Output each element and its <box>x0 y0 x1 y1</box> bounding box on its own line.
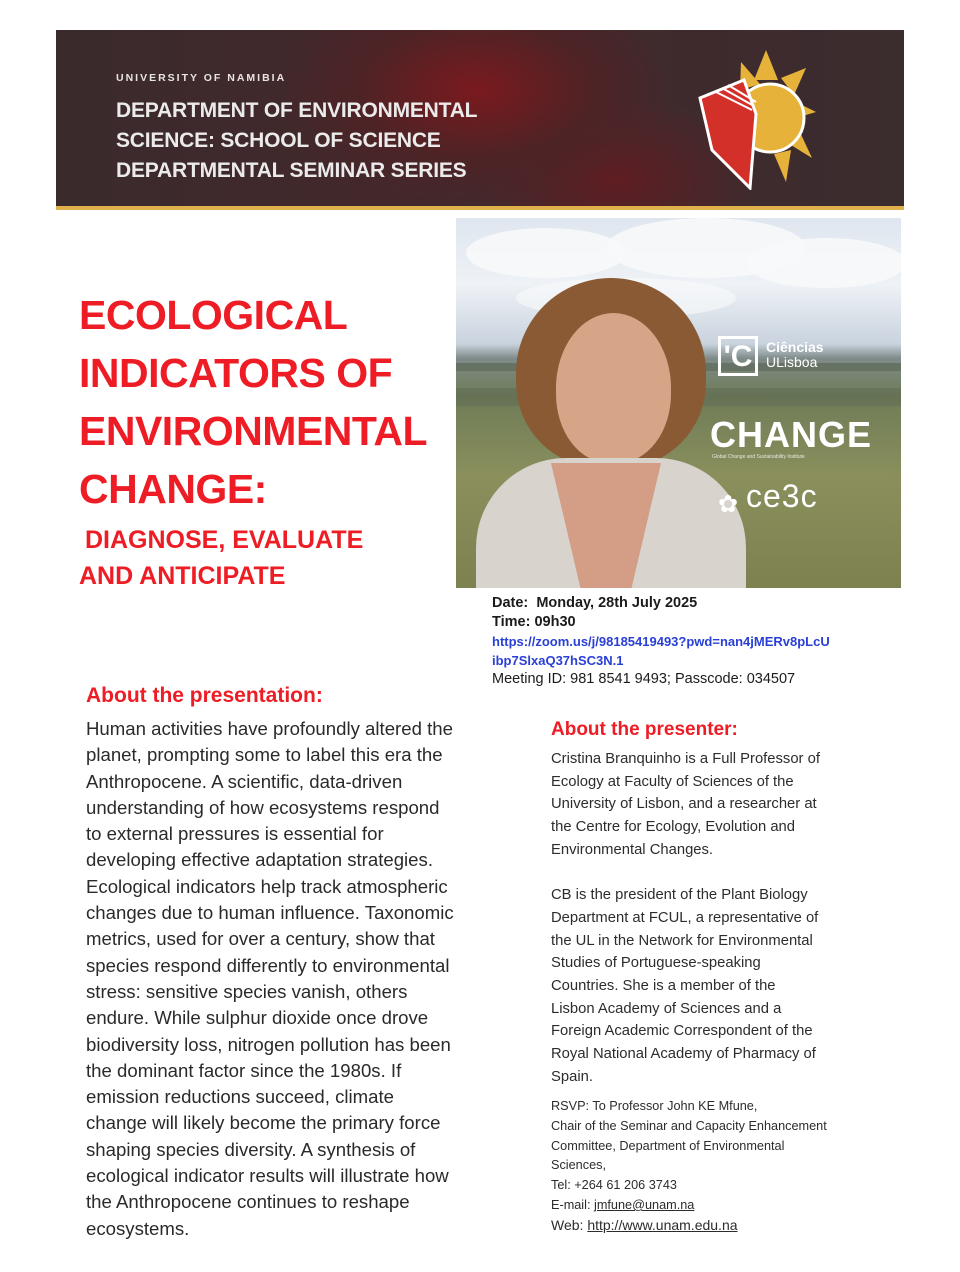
bio-line: Studies of Portuguese-speaking <box>551 955 761 972</box>
subtitle-line: AND ANTICIPATE <box>79 562 286 590</box>
event-date <box>492 594 830 613</box>
bio-line: Royal National Academy of Pharmacy of <box>551 1046 816 1063</box>
rsvp-line: RSVP: To Professor John KE Mfune, <box>551 1099 758 1113</box>
seminar-title <box>79 286 427 518</box>
abstract-line: Anthropocene. A scientific, data-driven <box>86 770 403 792</box>
bio-line: the UL in the Network for Environmental <box>551 932 813 949</box>
bio-line: Ecology at Faculty of Sciences of the <box>551 773 794 790</box>
time-label: Time: <box>492 614 531 630</box>
ciencias-logo-icon: 'C <box>718 336 758 376</box>
department-title <box>116 96 477 186</box>
book-sun-logo-icon <box>686 50 816 190</box>
zoom-link-line[interactable]: ibp7SlxaQ37hSC3N.1 <box>492 653 624 668</box>
banner-divider <box>56 206 904 210</box>
time-value: 09h30 <box>534 614 576 630</box>
bio-line: University of Lisbon, and a researcher at <box>551 796 817 813</box>
department-line: SCIENCE: SCHOOL OF SCIENCE <box>116 129 441 152</box>
title-line: CHANGE: <box>79 466 267 512</box>
abstract-line: emission reductions succeed, climate <box>86 1086 394 1108</box>
bio-line: the Centre for Ecology, Evolution and <box>551 819 796 836</box>
zoom-link-line[interactable]: https://zoom.us/j/98185419493?pwd=nan4jMERv8pLcU <box>492 634 830 649</box>
abstract-line: metrics, used for over a century, show that <box>86 928 435 950</box>
change-logo: CHANGE <box>710 414 873 455</box>
abstract-line: the Anthropocene continues to reshape <box>86 1191 410 1213</box>
change-logo-subtitle: Global Change and Sustainability Institute <box>712 454 805 460</box>
ciencias-line: Ciências <box>766 339 824 355</box>
title-line: ENVIRONMENTAL <box>79 408 428 454</box>
email-label: E-mail: <box>551 1197 594 1212</box>
web-link[interactable]: http://www.unam.edu.na <box>587 1216 738 1233</box>
bio-line: Countries. She is a member of the <box>551 978 776 995</box>
presentation-abstract <box>86 716 526 1242</box>
abstract-line: Human activities have profoundly altered the <box>86 718 453 739</box>
abstract-line: to external pressures is essential for <box>86 823 384 845</box>
department-line: DEPARTMENTAL SEMINAR SERIES <box>116 159 467 182</box>
date-value: Monday, 28th July 2025 <box>536 595 698 611</box>
rsvp-line: Tel: +264 61 206 3743 <box>551 1178 677 1193</box>
abstract-line: shaping species diversity. A synthesis of <box>86 1138 416 1160</box>
rsvp-line: Committee, Department of Environmental <box>551 1138 785 1153</box>
rsvp-line: Sciences, <box>551 1158 607 1173</box>
date-label: Date: <box>492 595 529 611</box>
department-line: DEPARTMENT OF ENVIRONMENTAL <box>116 99 478 122</box>
event-time <box>492 613 830 632</box>
bio-line: Lisbon Academy of Sciences and a <box>551 1000 782 1017</box>
subtitle-line: DIAGNOSE, EVALUATE <box>85 526 364 554</box>
zoom-link[interactable] <box>492 632 830 670</box>
email-link[interactable]: jmfune@unam.na <box>594 1197 695 1212</box>
presenter-face <box>556 313 671 463</box>
university-name: UNIVERSITY OF NAMIBIA <box>116 72 287 84</box>
rsvp-line: Chair of the Seminar and Capacity Enhancement <box>551 1118 827 1133</box>
ciencias-line: ULisboa <box>766 354 818 370</box>
bio-line: Foreign Academic Correspondent of the <box>551 1023 813 1040</box>
presenter-heading: About the presenter: <box>551 719 738 740</box>
abstract-line: ecosystems. <box>86 1217 190 1239</box>
bio-line: Spain. <box>551 1068 593 1085</box>
abstract-line: species respond differently to environmental <box>86 954 450 976</box>
seminar-subtitle <box>79 522 363 594</box>
abstract-line: stress: sensitive species vanish, others <box>86 980 408 1002</box>
rsvp-block <box>551 1097 901 1236</box>
abstract-line: understanding of how ecosystems respond <box>86 796 440 818</box>
meeting-credentials: Meeting ID: 981 8541 9493; Passcode: 034507 <box>492 671 796 687</box>
event-details <box>492 594 830 689</box>
abstract-line: ecological indicator results will illustrate how <box>86 1165 449 1187</box>
presenter-bio <box>551 748 901 1089</box>
abstract-line: Ecological indicators help track atmospheric <box>86 875 448 897</box>
rsvp-web <box>551 1216 901 1236</box>
abstract-line: biodiversity loss, nitrogen pollution has been <box>86 1033 451 1055</box>
presentation-heading: About the presentation: <box>86 684 323 707</box>
bio-line: Cristina Branquinho is a Full Professor of <box>551 751 820 767</box>
title-line: ECOLOGICAL <box>79 292 348 338</box>
web-label: Web: <box>551 1216 588 1233</box>
ce3c-flower-icon: ✿ <box>718 491 739 518</box>
ce3c-logo: ce3c <box>746 478 818 514</box>
rsvp-lines <box>551 1097 901 1196</box>
presenter-photo <box>456 218 901 588</box>
bio-line: Department at FCUL, a representative of <box>551 909 819 926</box>
abstract-line: changes due to human influence. Taxonomic <box>86 902 454 924</box>
bio-line: Environmental Changes. <box>551 841 714 858</box>
bio-paragraph <box>551 884 901 1088</box>
header-banner <box>56 30 904 206</box>
abstract-line: the dominant factor since the 1980s. If <box>86 1059 402 1081</box>
title-line: INDICATORS OF <box>79 350 393 396</box>
abstract-line: developing effective adaptation strategies. <box>86 849 433 871</box>
ciencias-logo-text <box>766 340 824 370</box>
abstract-line: change will likely become the primary force <box>86 1112 441 1134</box>
bio-line: CB is the president of the Plant Biology <box>551 887 808 904</box>
abstract-line: planet, prompting some to label this era the <box>86 744 443 766</box>
rsvp-email <box>551 1196 901 1216</box>
bio-paragraph <box>551 748 901 862</box>
abstract-line: endure. While sulphur dioxide once drove <box>86 1007 429 1029</box>
